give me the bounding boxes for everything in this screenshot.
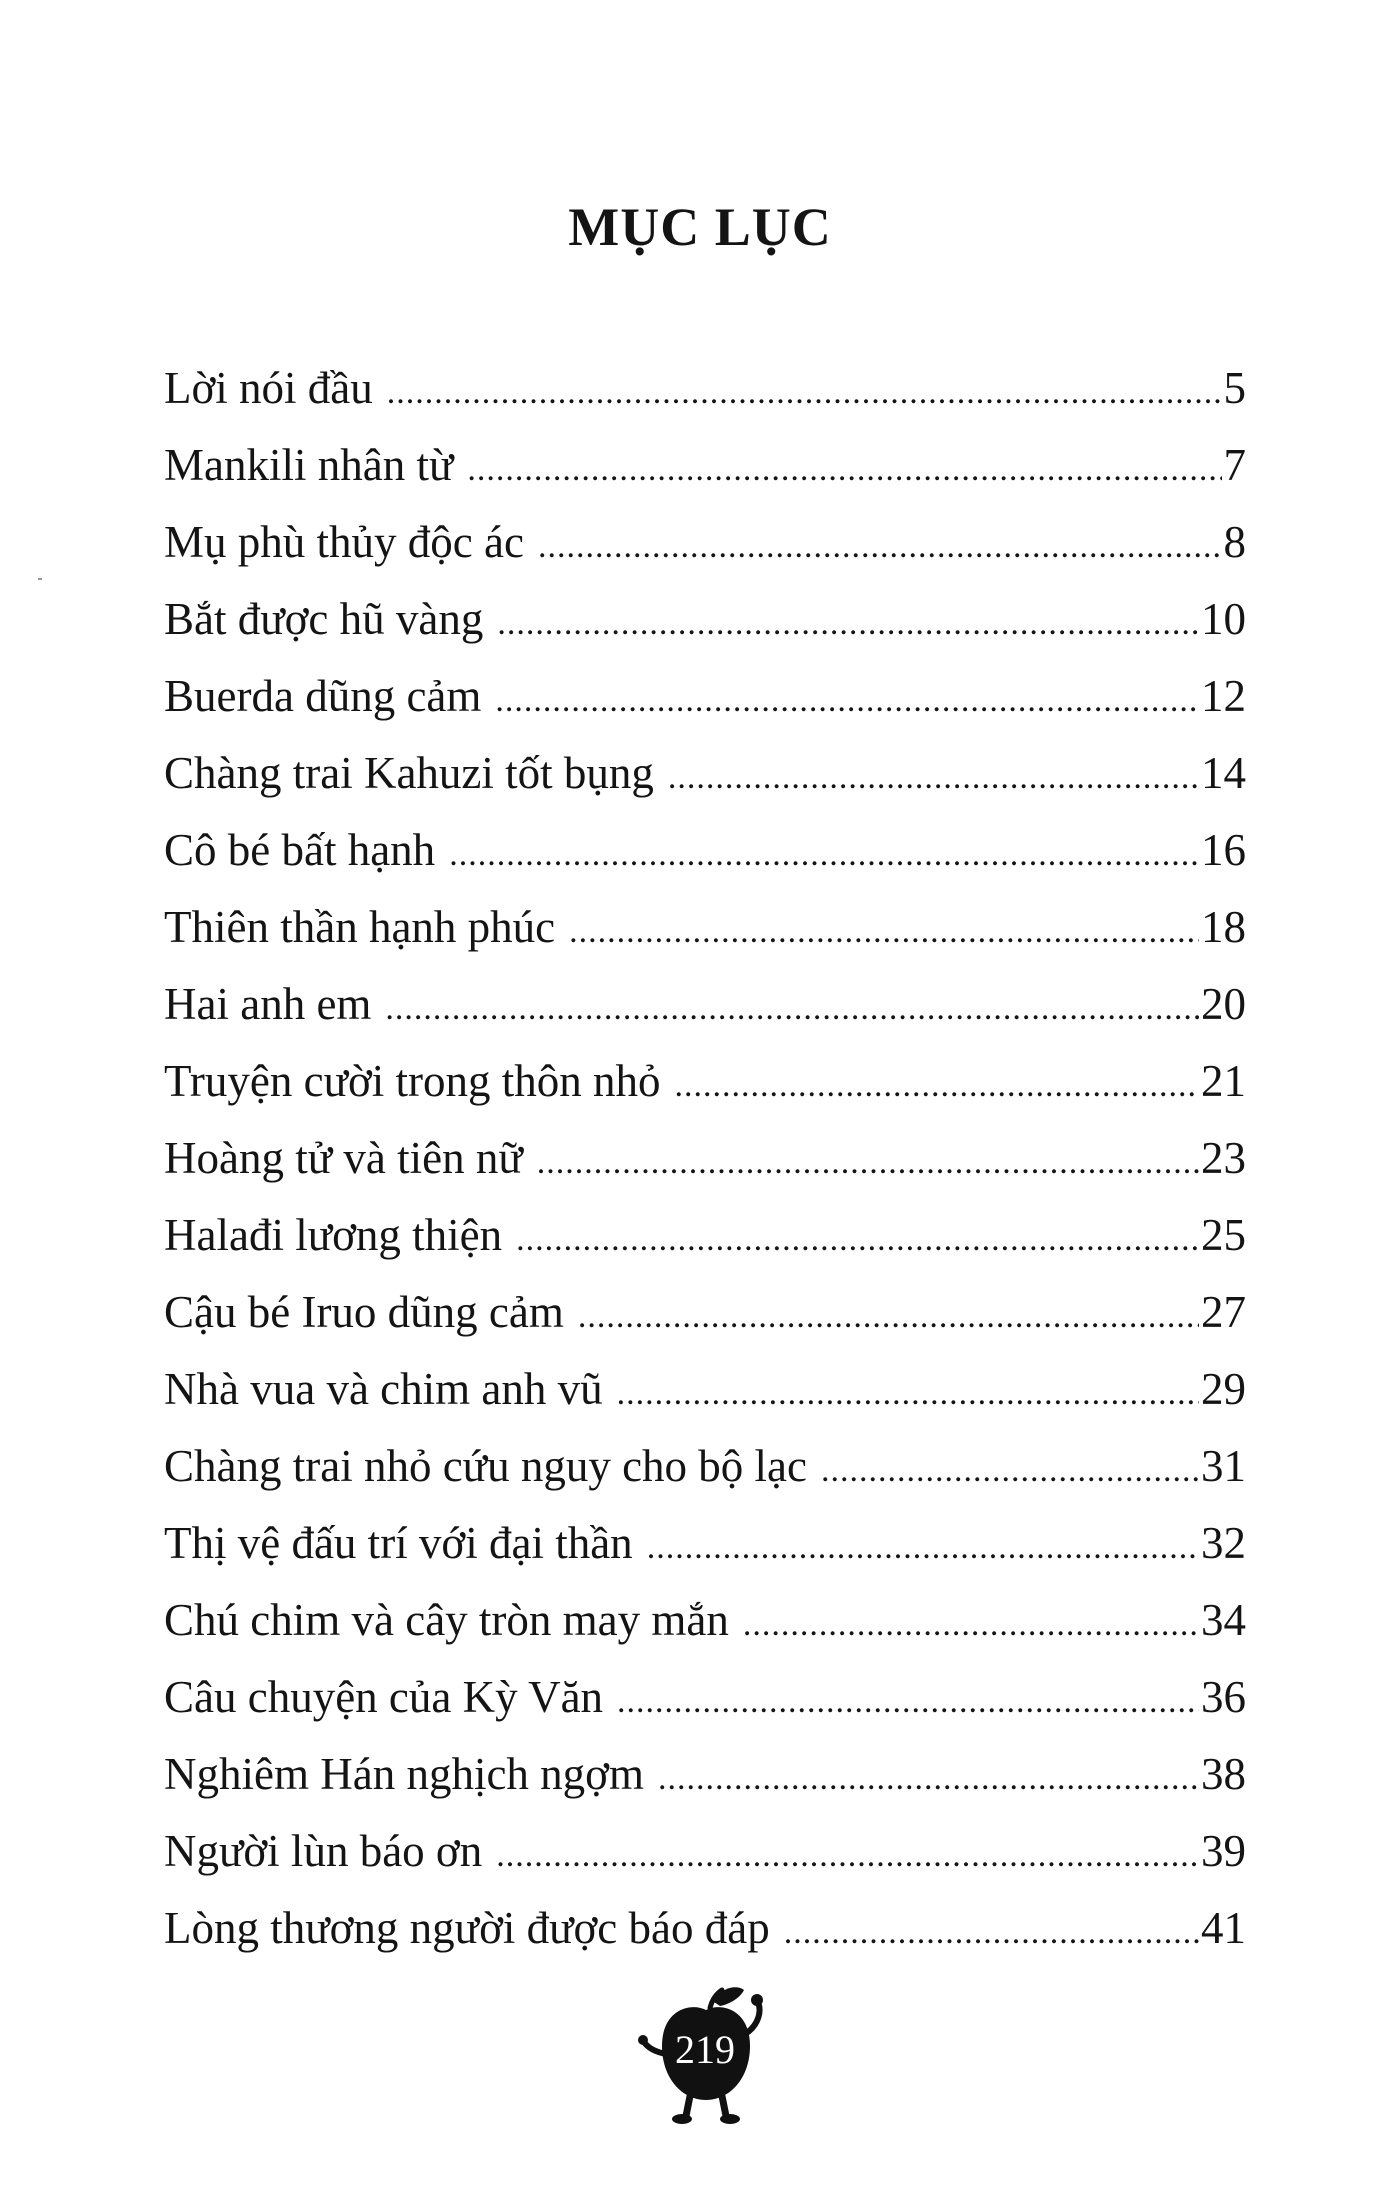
toc-entry[interactable] xyxy=(164,1813,1246,1890)
toc-entry-title: Bắt được hũ vàng xyxy=(164,594,484,644)
toc-entry[interactable] xyxy=(164,1274,1246,1351)
page-number-badge xyxy=(636,1980,776,2128)
toc-entry[interactable] xyxy=(164,1043,1246,1120)
toc-entry-title: Truyện cười trong thôn nhỏ xyxy=(164,1056,661,1106)
toc-entry-title: Người lùn báo ơn xyxy=(164,1826,483,1876)
paper-speck xyxy=(38,578,42,580)
dot-leader xyxy=(821,1432,1199,1509)
dot-leader xyxy=(497,585,1199,662)
toc-entry-page: 36 xyxy=(1201,1672,1246,1722)
dot-leader xyxy=(496,1817,1199,1894)
toc-entry-title: Câu chuyện của Kỳ Văn xyxy=(164,1672,604,1722)
dot-leader xyxy=(578,1278,1199,1355)
dot-leader xyxy=(467,431,1221,508)
toc-entry-title: Hai anh em xyxy=(164,979,372,1029)
toc-entry-title: Lòng thương người được báo đáp xyxy=(164,1903,770,1953)
toc-entry[interactable] xyxy=(164,504,1246,581)
page-number: 219 xyxy=(675,2027,735,2072)
dot-leader xyxy=(537,1124,1199,1201)
toc-entry-page: 8 xyxy=(1223,517,1246,567)
toc-entry[interactable] xyxy=(164,350,1246,427)
dot-leader xyxy=(743,1586,1199,1663)
toc-entry-title: Hoàng tử và tiên nữ xyxy=(164,1133,523,1183)
toc-entry-title: Nhà vua và chim anh vũ xyxy=(164,1364,603,1414)
toc-entry[interactable] xyxy=(164,1120,1246,1197)
toc-entry-page: 5 xyxy=(1223,363,1246,413)
toc-entry-title: Cậu bé Iruo dũng cảm xyxy=(164,1287,564,1337)
toc-entry-page: 29 xyxy=(1201,1364,1246,1414)
toc-entry-page: 34 xyxy=(1201,1595,1246,1645)
dot-leader xyxy=(569,893,1199,970)
toc-entry-title: Buerda dũng cảm xyxy=(164,671,482,721)
toc-entry-page: 21 xyxy=(1201,1056,1246,1106)
toc-entry-page: 41 xyxy=(1201,1903,1246,1953)
toc-entry-page: 10 xyxy=(1201,594,1246,644)
toc-entry-page: 32 xyxy=(1201,1518,1246,1568)
toc-entry-title: Chú chim và cây tròn may mắn xyxy=(164,1595,729,1645)
toc-entry[interactable] xyxy=(164,1197,1246,1274)
dot-leader xyxy=(617,1355,1199,1432)
toc-entry-title: Thiên thần hạnh phúc xyxy=(164,902,556,952)
dot-leader xyxy=(516,1201,1199,1278)
dot-leader xyxy=(658,1740,1199,1817)
dot-leader xyxy=(675,1047,1199,1124)
toc-entry-page: 31 xyxy=(1201,1441,1246,1491)
toc-entry[interactable] xyxy=(164,581,1246,658)
toc-entry[interactable] xyxy=(164,1505,1246,1582)
dot-leader xyxy=(385,970,1199,1047)
toc-entry[interactable] xyxy=(164,735,1246,812)
toc-entry-page: 18 xyxy=(1201,902,1246,952)
toc-entry-title: Halađi lương thiện xyxy=(164,1210,503,1260)
toc-entry-page: 7 xyxy=(1223,440,1246,490)
toc-entry[interactable] xyxy=(164,1428,1246,1505)
toc-entry-title: Mụ phù thủy độc ác xyxy=(164,517,524,567)
toc-entry[interactable] xyxy=(164,889,1246,966)
toc-entry-title: Lời nói đầu xyxy=(164,363,373,413)
toc-entry[interactable] xyxy=(164,966,1246,1043)
toc-entry-title: Thị vệ đấu trí với đại thần xyxy=(164,1518,633,1568)
dot-leader xyxy=(387,354,1222,431)
dot-leader xyxy=(647,1509,1199,1586)
toc-entry-page: 27 xyxy=(1201,1287,1246,1337)
table-of-contents xyxy=(164,350,1246,1967)
toc-entry-title: Mankili nhân từ xyxy=(164,440,454,490)
toc-entry-title: Chàng trai Kahuzi tốt bụng xyxy=(164,748,654,798)
toc-entry[interactable] xyxy=(164,658,1246,735)
toc-entry-page: 12 xyxy=(1201,671,1246,721)
toc-entry-title: Chàng trai nhỏ cứu nguy cho bộ lạc xyxy=(164,1441,807,1491)
toc-entry[interactable] xyxy=(164,812,1246,889)
dot-leader xyxy=(617,1663,1199,1740)
toc-entry-page: 25 xyxy=(1201,1210,1246,1260)
toc-entry[interactable] xyxy=(164,1736,1246,1813)
dot-leader xyxy=(449,816,1199,893)
page-title: MỤC LỤC xyxy=(568,197,832,257)
toc-entry-page: 14 xyxy=(1201,748,1246,798)
toc-entry-page: 20 xyxy=(1201,979,1246,1029)
toc-entry[interactable] xyxy=(164,1659,1246,1736)
dot-leader xyxy=(495,662,1199,739)
toc-entry-page: 39 xyxy=(1201,1826,1246,1876)
toc-entry[interactable] xyxy=(164,1890,1246,1967)
dot-leader xyxy=(538,508,1222,585)
dot-leader xyxy=(784,1894,1199,1971)
toc-entry[interactable] xyxy=(164,427,1246,504)
toc-entry-page: 16 xyxy=(1201,825,1246,875)
toc-entry-title: Nghiêm Hán nghịch ngợm xyxy=(164,1749,644,1799)
toc-entry[interactable] xyxy=(164,1351,1246,1428)
toc-entry-title: Cô bé bất hạnh xyxy=(164,825,436,875)
toc-entry-page: 23 xyxy=(1201,1133,1246,1183)
dot-leader xyxy=(668,739,1199,816)
toc-entry[interactable] xyxy=(164,1582,1246,1659)
toc-entry-page: 38 xyxy=(1201,1749,1246,1799)
